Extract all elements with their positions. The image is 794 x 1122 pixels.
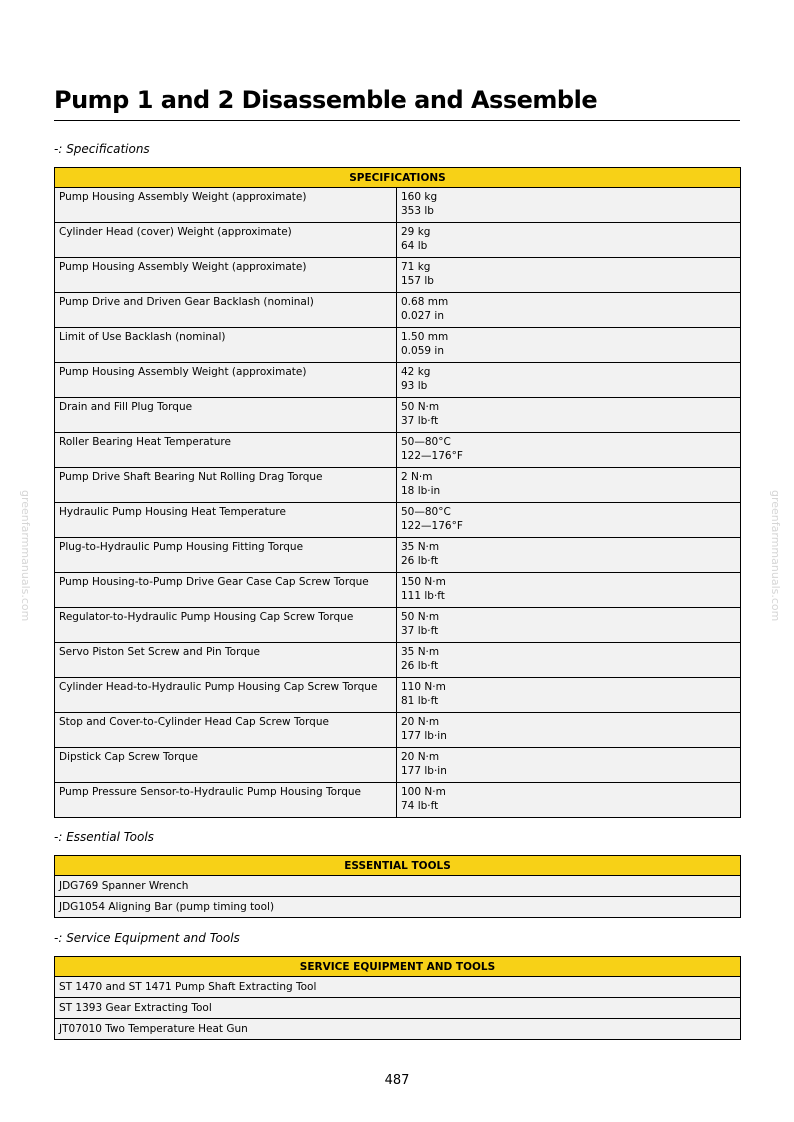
spec-value-metric: 110 N·m	[401, 681, 446, 693]
spec-description: Pump Housing Assembly Weight (approximate)	[55, 188, 397, 223]
spec-value	[397, 538, 741, 573]
spec-description: Pump Pressure Sensor-to-Hydraulic Pump Housing Torque	[55, 783, 397, 818]
spec-value-imperial: 353 lb	[401, 205, 434, 217]
spec-description: Stop and Cover-to-Cylinder Head Cap Screw Torque	[55, 713, 397, 748]
spec-value	[397, 573, 741, 608]
spec-description: Pump Housing Assembly Weight (approximate)	[55, 258, 397, 293]
table-row	[55, 608, 741, 643]
table-row	[55, 468, 741, 503]
spec-description: Cylinder Head-to-Hydraulic Pump Housing Cap Screw Torque	[55, 678, 397, 713]
spec-value	[397, 713, 741, 748]
spec-value-metric: 35 N·m	[401, 541, 440, 553]
spec-value-imperial: 0.059 in	[401, 345, 444, 357]
spec-value-metric: 160 kg	[401, 191, 438, 203]
tool-item: JT07010 Two Temperature Heat Gun	[55, 1019, 741, 1040]
spec-value-metric: 20 N·m	[401, 716, 440, 728]
tool-item: JDG1054 Aligning Bar (pump timing tool)	[55, 897, 741, 918]
spec-value-metric: 50—80°C	[401, 436, 451, 448]
spec-value-metric: 42 kg	[401, 366, 431, 378]
spec-description: Roller Bearing Heat Temperature	[55, 433, 397, 468]
spec-description: Pump Housing Assembly Weight (approximate)	[55, 363, 397, 398]
spec-value-metric: 71 kg	[401, 261, 431, 273]
spec-value	[397, 783, 741, 818]
spec-description: Dipstick Cap Screw Torque	[55, 748, 397, 783]
spec-description: Drain and Fill Plug Torque	[55, 398, 397, 433]
spec-value-imperial: 157 lb	[401, 275, 434, 287]
page-title: Pump 1 and 2 Disassemble and Assemble	[54, 86, 740, 121]
spec-value-imperial: 177 lb·in	[401, 765, 447, 777]
spec-description: Cylinder Head (cover) Weight (approximate)	[55, 223, 397, 258]
table-row	[55, 573, 741, 608]
spec-value	[397, 468, 741, 503]
table-row	[55, 977, 741, 998]
spec-description: Pump Drive and Driven Gear Backlash (nominal)	[55, 293, 397, 328]
spec-value-metric: 1.50 mm	[401, 331, 449, 343]
service-equipment-label: -: Service Equipment and Tools	[54, 931, 240, 945]
spec-value-metric: 29 kg	[401, 226, 431, 238]
table-row	[55, 678, 741, 713]
table-row	[55, 876, 741, 897]
spec-value	[397, 643, 741, 678]
spec-value	[397, 608, 741, 643]
table-row	[55, 188, 741, 223]
spec-value-metric: 50—80°C	[401, 506, 451, 518]
tool-item: ST 1393 Gear Extracting Tool	[55, 998, 741, 1019]
specifications-table	[54, 167, 741, 818]
watermark-right: greenfarmmanuals.com	[769, 490, 782, 622]
table-row	[55, 748, 741, 783]
spec-value-imperial: 81 lb·ft	[401, 695, 439, 707]
specifications-header: SPECIFICATIONS	[55, 168, 741, 188]
spec-value	[397, 503, 741, 538]
spec-value-imperial: 0.027 in	[401, 310, 444, 322]
essential-tools-header: ESSENTIAL TOOLS	[55, 856, 741, 876]
spec-value	[397, 363, 741, 398]
spec-value	[397, 433, 741, 468]
table-row	[55, 998, 741, 1019]
table-row	[55, 643, 741, 678]
table-row	[55, 363, 741, 398]
table-row	[55, 223, 741, 258]
spec-value	[397, 748, 741, 783]
tool-item: ST 1470 and ST 1471 Pump Shaft Extracting Tool	[55, 977, 741, 998]
spec-value-metric: 2 N·m	[401, 471, 433, 483]
spec-value-imperial: 74 lb·ft	[401, 800, 439, 812]
spec-value-metric: 0.68 mm	[401, 296, 449, 308]
spec-value	[397, 188, 741, 223]
spec-description: Plug-to-Hydraulic Pump Housing Fitting Torque	[55, 538, 397, 573]
spec-description: Pump Housing-to-Pump Drive Gear Case Cap Screw Torque	[55, 573, 397, 608]
spec-description: Servo Piston Set Screw and Pin Torque	[55, 643, 397, 678]
specifications-label: -: Specifications	[54, 142, 150, 156]
spec-value-metric: 35 N·m	[401, 646, 440, 658]
spec-value-imperial: 37 lb·ft	[401, 625, 439, 637]
spec-description: Hydraulic Pump Housing Heat Temperature	[55, 503, 397, 538]
spec-value	[397, 223, 741, 258]
spec-value-imperial: 93 lb	[401, 380, 428, 392]
spec-value-metric: 50 N·m	[401, 611, 440, 623]
table-row	[55, 538, 741, 573]
table-row	[55, 783, 741, 818]
table-row	[55, 293, 741, 328]
table-row	[55, 258, 741, 293]
spec-value-imperial: 122—176°F	[401, 450, 463, 462]
spec-value	[397, 258, 741, 293]
spec-value	[397, 328, 741, 363]
table-row	[55, 1019, 741, 1040]
spec-value-metric: 100 N·m	[401, 786, 446, 798]
spec-value-imperial: 122—176°F	[401, 520, 463, 532]
spec-value-imperial: 111 lb·ft	[401, 590, 445, 602]
page-number: 487	[384, 1073, 410, 1088]
table-row	[55, 328, 741, 363]
table-row	[55, 503, 741, 538]
table-row	[55, 713, 741, 748]
spec-value	[397, 293, 741, 328]
spec-value-imperial: 177 lb·in	[401, 730, 447, 742]
spec-value-imperial: 37 lb·ft	[401, 415, 439, 427]
spec-value-imperial: 26 lb·ft	[401, 555, 439, 567]
spec-value	[397, 678, 741, 713]
spec-value-imperial: 18 lb·in	[401, 485, 441, 497]
spec-description: Pump Drive Shaft Bearing Nut Rolling Drag Torque	[55, 468, 397, 503]
essential-tools-table	[54, 855, 741, 918]
spec-value-metric: 150 N·m	[401, 576, 446, 588]
service-equipment-header: SERVICE EQUIPMENT AND TOOLS	[55, 957, 741, 977]
essential-tools-label: -: Essential Tools	[54, 830, 154, 844]
spec-description: Limit of Use Backlash (nominal)	[55, 328, 397, 363]
table-row	[55, 433, 741, 468]
watermark-left: greenfarmmanuals.com	[19, 490, 32, 622]
tool-item: JDG769 Spanner Wrench	[55, 876, 741, 897]
table-row	[55, 897, 741, 918]
spec-value	[397, 398, 741, 433]
spec-value-imperial: 64 lb	[401, 240, 428, 252]
spec-value-imperial: 26 lb·ft	[401, 660, 439, 672]
spec-description: Regulator-to-Hydraulic Pump Housing Cap Screw Torque	[55, 608, 397, 643]
spec-value-metric: 20 N·m	[401, 751, 440, 763]
table-row	[55, 398, 741, 433]
spec-value-metric: 50 N·m	[401, 401, 440, 413]
service-equipment-table	[54, 956, 741, 1040]
